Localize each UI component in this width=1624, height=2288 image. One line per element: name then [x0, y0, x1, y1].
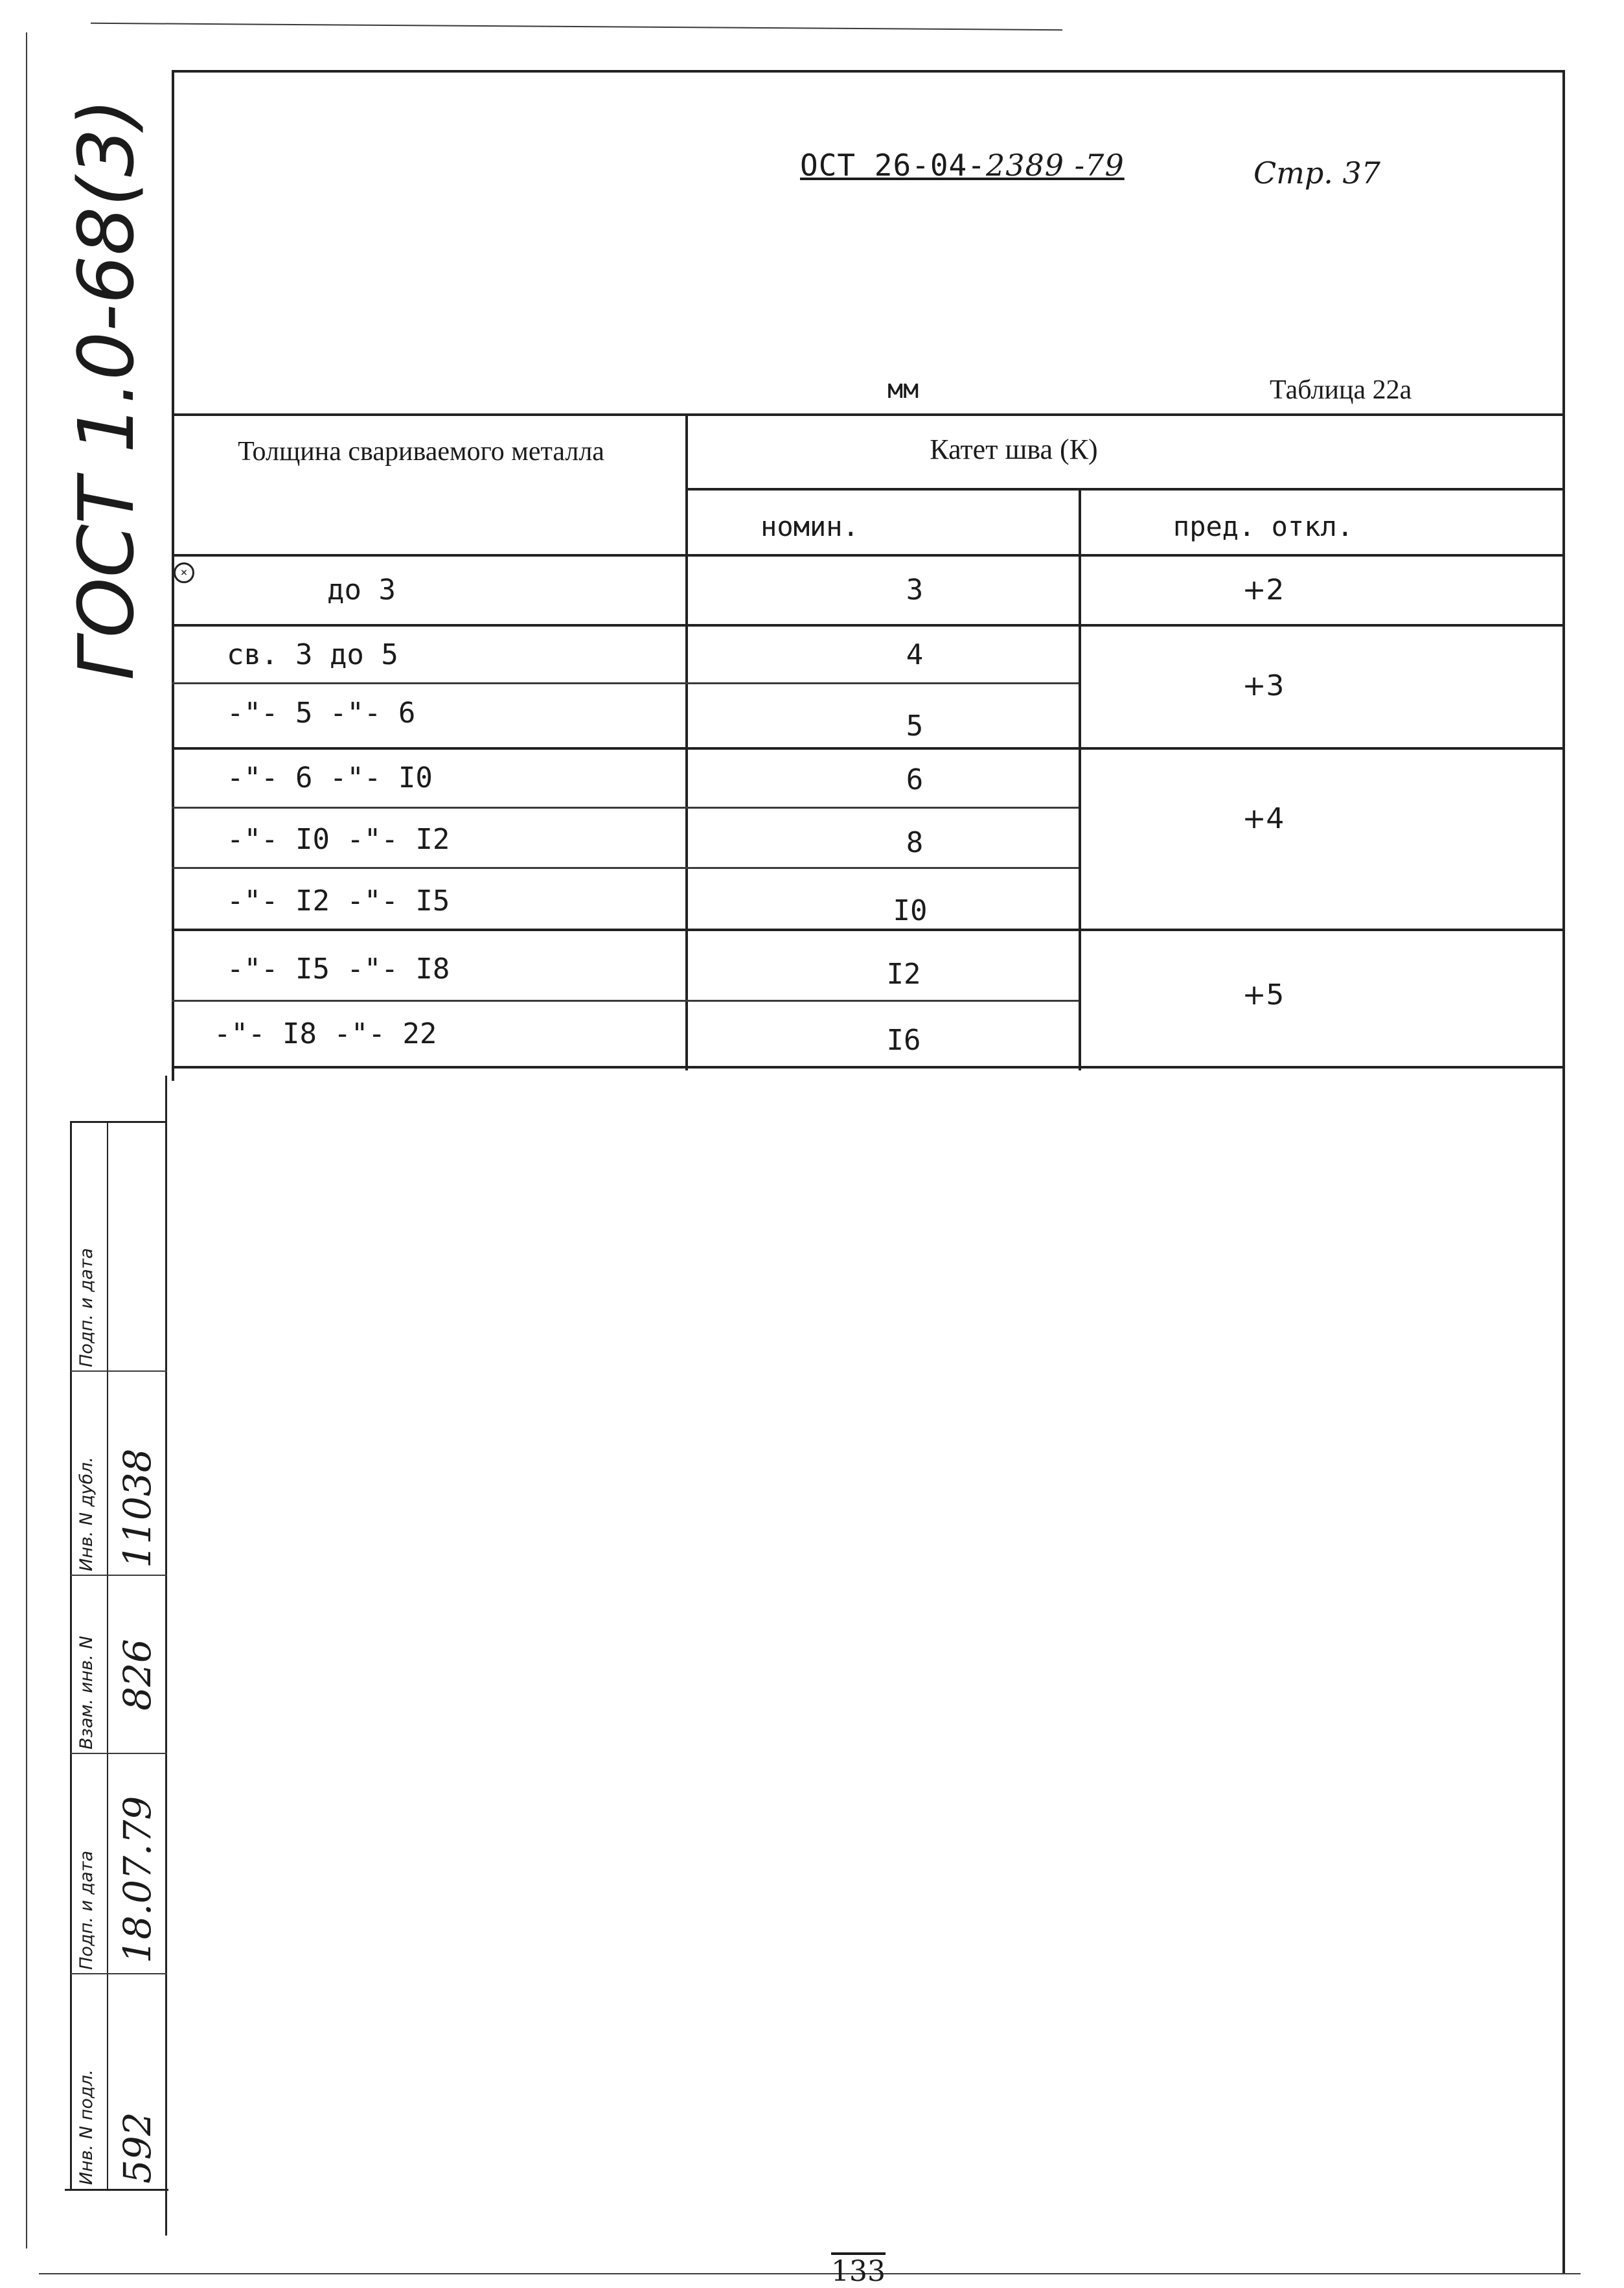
table-col1-divider	[685, 415, 688, 1070]
gost-stamp: ГОСТ 1.0-68(3)	[62, 98, 151, 680]
deviation-group-1: +2	[1242, 573, 1285, 607]
strip-label-inv-original: Инв. N подл.	[76, 2069, 97, 2185]
row5-nominal: 8	[906, 826, 924, 859]
row8-nominal: I6	[886, 1024, 921, 1057]
units-label: мм	[887, 375, 919, 404]
strip-bottom-rule	[65, 2189, 168, 2191]
row4-thickness: -"- 6 -"- I0	[227, 761, 433, 794]
document-code	[800, 148, 1125, 183]
page-number: 133	[831, 2255, 886, 2288]
frame-left-lower	[165, 1076, 167, 2236]
strip-top-rule	[70, 1121, 167, 1123]
strip-value-sign-date-1: 18.07.79	[115, 1796, 159, 1963]
strip-label-sign-date-2: Подп. и дата	[76, 1248, 97, 1367]
strip-value-replace-inv: 826	[115, 1639, 159, 1711]
table-bottom-rule	[172, 1066, 1564, 1069]
row2-nominal: 4	[906, 638, 924, 671]
header-split-rule	[687, 488, 1564, 491]
page-label: Стр. 37	[1253, 156, 1381, 191]
row7-bottom-rule	[172, 1000, 1079, 1002]
table-title: Таблица 22а	[1270, 375, 1412, 405]
top-scan-line	[91, 23, 1062, 30]
strip-value-inv-original: 592	[115, 2112, 159, 2184]
table-top-rule	[172, 413, 1564, 416]
row4-nominal: 6	[906, 763, 924, 796]
table-col2-divider	[1079, 489, 1081, 1070]
row7-thickness: -"- I5 -"- I8	[227, 953, 450, 986]
strip-sep-1	[70, 1973, 167, 1974]
row6-bottom-rule	[172, 929, 1564, 931]
row6-nominal: I0	[893, 894, 928, 927]
bottom-scan-line	[39, 2273, 1581, 2274]
row5-thickness: -"- I0 -"- I2	[227, 823, 450, 856]
row6-thickness: -"- I2 -"- I5	[227, 884, 450, 918]
row3-thickness: -"- 5 -"- 6	[227, 697, 416, 730]
strip-value-inv-duplicate: 11038	[115, 1448, 159, 1568]
strip-sep-4	[70, 1370, 167, 1372]
row8-thickness: -"- I8 -"- 22	[214, 1017, 437, 1050]
row3-bottom-rule	[172, 747, 1564, 750]
row2-bottom-rule	[172, 682, 1079, 684]
strip-sep-2	[70, 1753, 167, 1754]
strip-label-inv-duplicate: Инв. N дубл.	[76, 1457, 97, 1571]
strip-inner-divider	[107, 1121, 108, 2190]
col-nominal-header: номин.	[761, 511, 859, 542]
row2-thickness: св. 3 до 5	[227, 638, 398, 671]
row4-bottom-rule	[172, 807, 1079, 809]
row5-bottom-rule	[172, 867, 1079, 869]
deviation-group-3: +4	[1242, 802, 1285, 835]
row7-nominal: I2	[886, 958, 921, 991]
circle-asterisk-icon: ×	[174, 562, 194, 583]
frame-right	[1562, 70, 1565, 2273]
col-thickness-header: Толщина свариваемого металла	[238, 437, 604, 467]
strip-sep-3	[70, 1575, 167, 1576]
col-deviation-header: пред. откл.	[1172, 511, 1354, 542]
col-leg-header: Катет шва (К)	[930, 433, 1098, 465]
deviation-group-4: +5	[1242, 978, 1285, 1011]
strip-label-replace-inv: Взам. инв. N	[76, 1635, 97, 1750]
strip-label-sign-date-1: Подп. и дата	[76, 1851, 97, 1970]
deviation-group-2: +3	[1242, 669, 1285, 702]
document-code-number: 2389 -79	[985, 148, 1125, 183]
row1-nominal: 3	[906, 573, 924, 607]
row3-nominal: 5	[906, 710, 924, 743]
left-scan-line	[26, 32, 27, 2248]
row1-thickness: до 3	[327, 573, 396, 607]
row1-bottom-rule	[172, 624, 1564, 627]
frame-top	[172, 70, 1564, 73]
strip-outer-left	[70, 1121, 72, 2190]
header-bottom-rule	[172, 554, 1564, 557]
document-code-prefix: ОСТ 26-04-	[800, 148, 986, 183]
